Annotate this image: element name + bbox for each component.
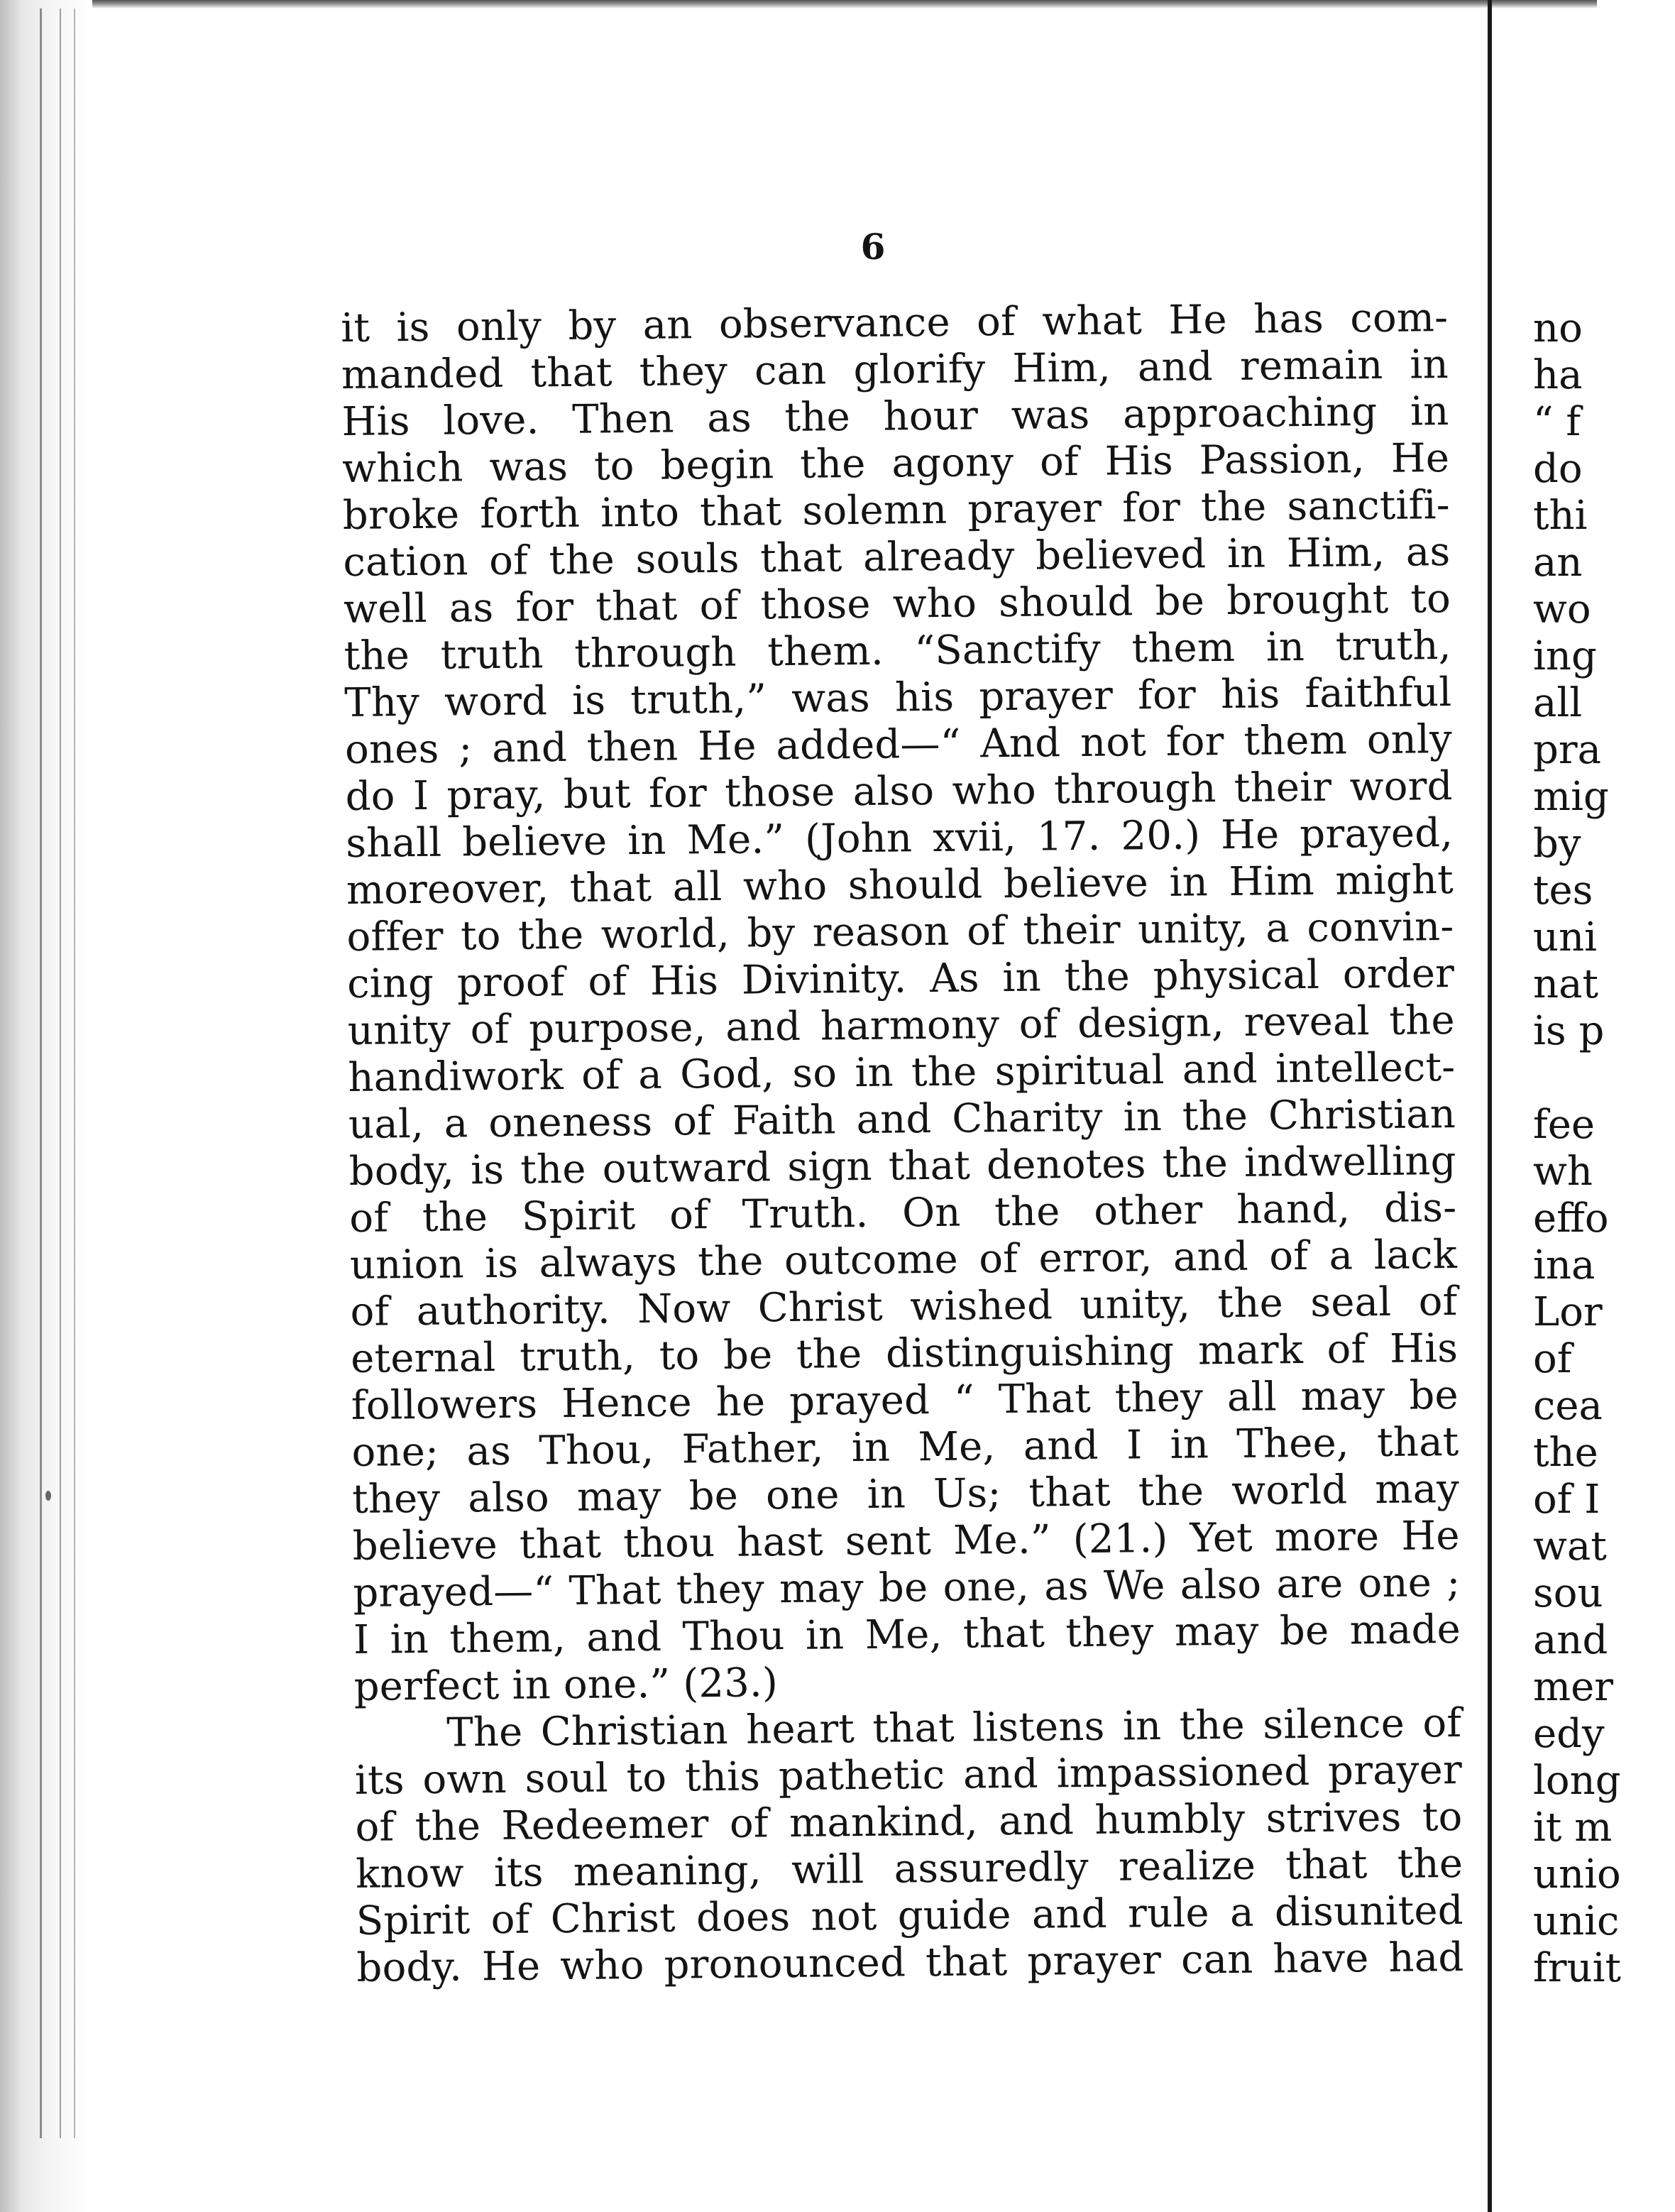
text-line: union is always the outcome of error, and of a lack	[349, 1231, 1458, 1288]
adjacent-page-fragment: unio	[1533, 1851, 1621, 1898]
adjacent-page-column	[1533, 305, 1675, 1992]
text-line: ual, a oneness of Faith and Charity in the Christian	[348, 1090, 1456, 1148]
adjacent-page-fragment: ina	[1533, 1242, 1596, 1288]
adjacent-page-fragment: do	[1533, 446, 1583, 492]
text-line: broke forth into that solemn prayer for the sanctifi-	[342, 482, 1451, 539]
text-line: The Christian heart that listens in the silence of	[446, 1699, 1462, 1756]
text-line: Spirit of Christ does not guide and rule a disunited	[356, 1887, 1464, 1944]
gutter-line	[40, 9, 42, 2138]
text-line: handiwork of a God, so in the spiritual and intellect-	[348, 1044, 1456, 1101]
text-line: ones ; and then He added—“ And not for them only	[344, 716, 1453, 773]
adjacent-page-fragment: “ f	[1533, 399, 1581, 445]
gutter-line	[74, 9, 75, 2138]
book-gutter	[0, 0, 92, 2212]
text-line: believe that thou hast sent Me.” (21.) Yet more He	[352, 1512, 1461, 1570]
text-line: unity of purpose, and harmony of design, reveal the	[347, 997, 1456, 1054]
top-edge-shadow	[0, 0, 1597, 9]
page-speck	[45, 1491, 51, 1501]
text-line: do I pray, but for those also who through their word	[345, 762, 1453, 820]
adjacent-page-fragment: of I	[1533, 1477, 1600, 1523]
adjacent-page-fragment: fruit	[1533, 1945, 1621, 1991]
adjacent-page-fragment: no	[1533, 305, 1583, 351]
adjacent-page-fragment: pra	[1533, 727, 1602, 773]
adjacent-page-fragment: an	[1533, 540, 1583, 586]
text-line: moreover, that all who should believe in Him might	[346, 856, 1454, 914]
text-line: manded that they can glorify Him, and remain in	[341, 341, 1449, 398]
adjacent-page-fragment: unic	[1533, 1898, 1620, 1944]
text-line: I in them, and Thou in Me, that they may be made	[353, 1606, 1461, 1663]
adjacent-page-fragment: by	[1533, 821, 1581, 867]
text-line: well as for that of those who should be brought to	[343, 576, 1451, 633]
text-line: Thy word is truth,” was his prayer for his faithful	[344, 669, 1452, 726]
adjacent-page-fragment: mig	[1533, 774, 1609, 820]
text-line: one; as Thou, Father, in Me, and I in Thee, that	[351, 1418, 1459, 1476]
adjacent-page-fragment: Lor	[1533, 1289, 1603, 1335]
adjacent-page-fragment: mer	[1533, 1664, 1614, 1710]
adjacent-page-fragment: wh	[1533, 1149, 1593, 1195]
adjacent-page-fragment: sou	[1533, 1570, 1603, 1616]
page-number: 6	[860, 226, 886, 268]
text-line: offer to the world, by reason of their unity, a convin-	[346, 903, 1454, 960]
adjacent-page-fragment: and	[1533, 1617, 1608, 1663]
adjacent-page-fragment: cea	[1533, 1383, 1603, 1429]
text-line: which was to begin the agony of His Passion, He	[341, 435, 1450, 492]
adjacent-page-fragment: thi	[1533, 493, 1588, 539]
adjacent-page-fragment: fee	[1533, 1102, 1596, 1148]
text-line: cing proof of His Divinity. As in the physical order	[346, 950, 1455, 1007]
text-line: its own soul to this pathetic and impassioned prayer	[354, 1746, 1463, 1804]
page-divider	[1488, 0, 1492, 2212]
text-line: body. He who pronounced that prayer can have had	[356, 1934, 1464, 1991]
text-line: the truth through them. “Sanctify them in truth,	[344, 623, 1451, 679]
adjacent-page-fragment: is p	[1533, 1008, 1605, 1054]
adjacent-page-fragment	[1533, 1055, 1675, 1102]
adjacent-page-fragment: the	[1533, 1430, 1598, 1476]
gutter-line	[60, 9, 61, 2138]
adjacent-page-fragment: uni	[1533, 914, 1598, 960]
adjacent-page-fragment: wat	[1533, 1523, 1607, 1570]
text-line: of the Spirit of Truth. On the other hand, dis-	[349, 1184, 1457, 1242]
adjacent-page-fragment: edy	[1533, 1711, 1605, 1757]
text-line: of authority. Now Christ wished unity, the seal of	[350, 1278, 1458, 1335]
adjacent-page-fragment: of	[1533, 1336, 1572, 1382]
text-line: perfect in one.” (23.)	[353, 1660, 779, 1710]
text-line: His love. Then as the hour was approaching in	[341, 388, 1449, 445]
text-line: prayed—“ That they may be one, as We also are one ;	[353, 1559, 1461, 1616]
adjacent-page-fragment: effo	[1533, 1195, 1609, 1242]
text-line: they also may be one in Us; that the world may	[351, 1465, 1460, 1523]
adjacent-page-fragment: ha	[1533, 352, 1583, 398]
adjacent-page-fragment: tes	[1533, 867, 1593, 914]
text-line: body, is the outward sign that denotes the indwelling	[348, 1137, 1456, 1195]
text-line: shall believe in Me.” (John xvii, 17. 20.) He prayed,	[345, 809, 1454, 867]
text-line: it is only by an observance of what He has com-	[341, 295, 1449, 351]
adjacent-page-fragment: long	[1533, 1758, 1621, 1804]
body-text	[341, 295, 1464, 1992]
text-line: followers Hence he prayed “ That they all may be	[351, 1371, 1459, 1429]
text-line: of the Redeemer of mankind, and humbly strives to	[355, 1793, 1463, 1851]
adjacent-page-fragment: ing	[1533, 633, 1597, 679]
text-line: eternal truth, to be the distinguishing mark of His	[350, 1325, 1459, 1382]
adjacent-page-fragment: wo	[1533, 586, 1591, 633]
adjacent-page-fragment: it m	[1533, 1805, 1613, 1851]
adjacent-page-fragment: nat	[1533, 961, 1598, 1007]
text-line: cation of the souls that already believed in Him, as	[343, 529, 1451, 586]
adjacent-page-fragment: all	[1533, 680, 1583, 726]
text-line: know its meaning, will assuredly realize that the	[355, 1840, 1463, 1898]
